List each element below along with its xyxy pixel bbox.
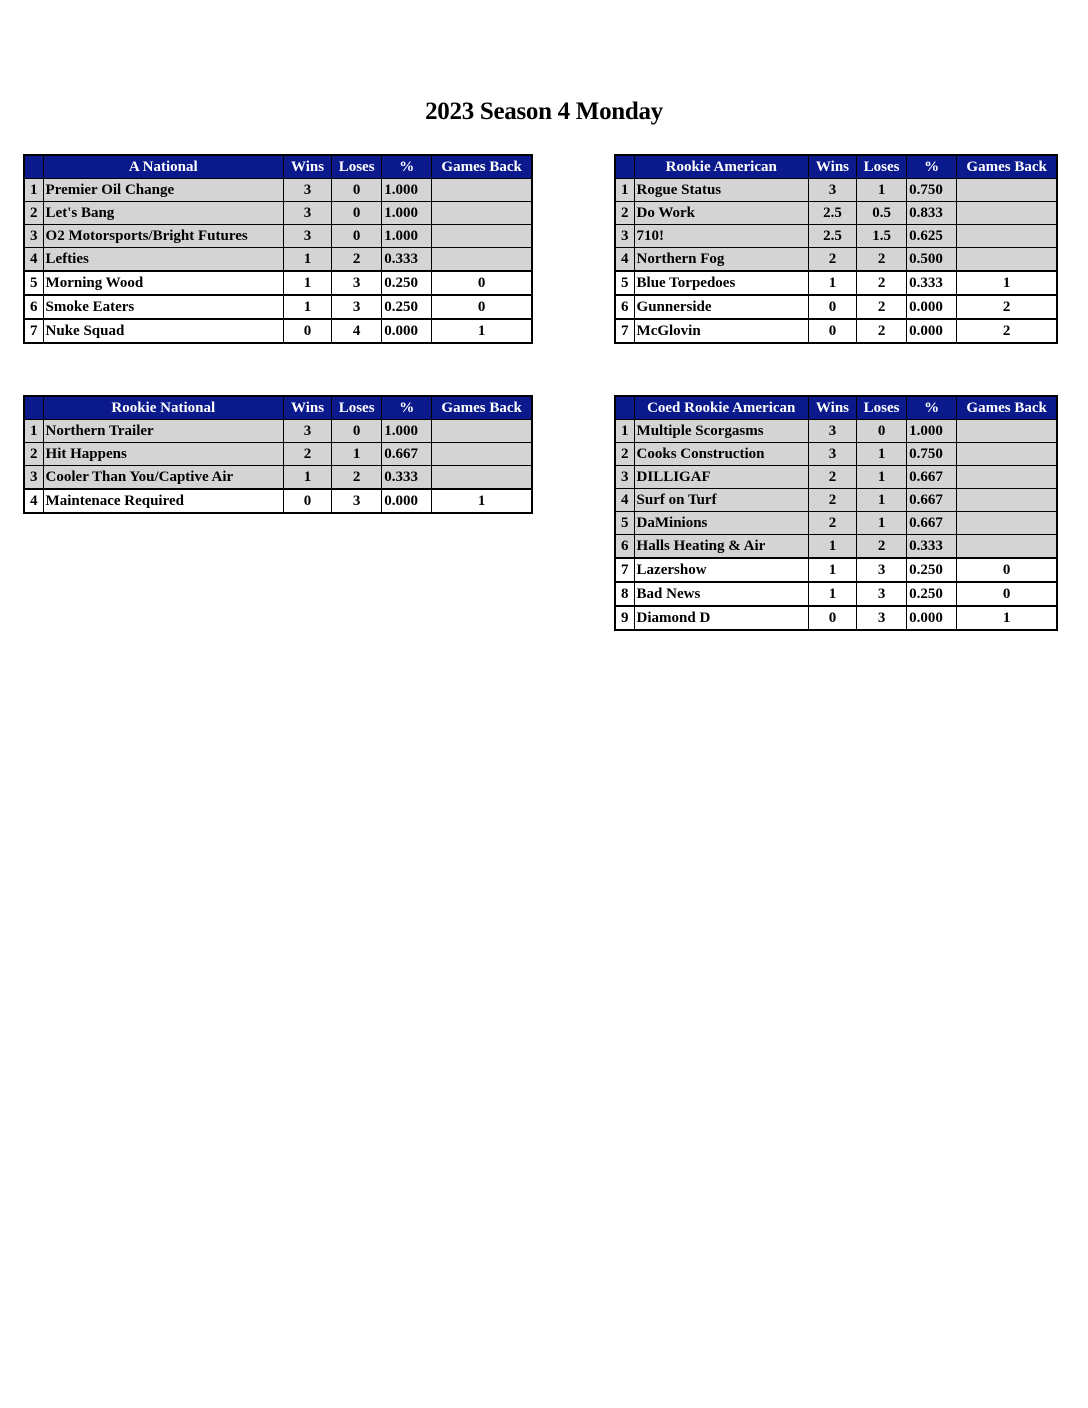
loses-cell: 0.5 bbox=[857, 202, 907, 225]
rank-cell: 1 bbox=[615, 179, 634, 202]
division-name: Rookie American bbox=[634, 155, 808, 179]
rank-cell: 1 bbox=[615, 420, 634, 443]
wins-header: Wins bbox=[284, 155, 332, 179]
table-row bbox=[615, 295, 1057, 319]
table-row bbox=[615, 443, 1057, 466]
rank-cell: 6 bbox=[615, 535, 634, 559]
rank-cell: 2 bbox=[24, 202, 43, 225]
loses-header: Loses bbox=[332, 396, 382, 420]
wins-cell: 0 bbox=[808, 295, 856, 319]
loses-cell: 0 bbox=[332, 202, 382, 225]
wins-cell: 2 bbox=[808, 512, 856, 535]
loses-cell: 2 bbox=[857, 535, 907, 559]
table-header-row bbox=[615, 155, 1057, 179]
pct-cell: 0.000 bbox=[907, 295, 957, 319]
pct-cell: 0.333 bbox=[382, 248, 432, 272]
wins-header: Wins bbox=[808, 155, 856, 179]
wins-cell: 1 bbox=[808, 271, 856, 295]
team-name-cell: Rogue Status bbox=[634, 179, 808, 202]
team-name-cell: 710! bbox=[634, 225, 808, 248]
table-row bbox=[615, 606, 1057, 630]
pct-cell: 0.250 bbox=[382, 295, 432, 319]
team-name-cell: Multiple Scorgasms bbox=[634, 420, 808, 443]
pct-cell: 0.833 bbox=[907, 202, 957, 225]
team-name-cell: DaMinions bbox=[634, 512, 808, 535]
rank-cell: 5 bbox=[615, 271, 634, 295]
pct-header: % bbox=[382, 396, 432, 420]
division-name: Coed Rookie American bbox=[634, 396, 808, 420]
pct-cell: 0.333 bbox=[382, 466, 432, 490]
pct-cell: 0.250 bbox=[907, 582, 957, 606]
table-row bbox=[24, 225, 532, 248]
standings-table-rookie-american bbox=[614, 154, 1058, 344]
team-name-cell: Hit Happens bbox=[43, 443, 283, 466]
team-name-cell: Do Work bbox=[634, 202, 808, 225]
rank-cell: 2 bbox=[615, 202, 634, 225]
team-name-cell: Smoke Eaters bbox=[43, 295, 283, 319]
games-back-cell bbox=[957, 248, 1057, 272]
wins-cell: 2 bbox=[284, 443, 332, 466]
loses-cell: 1 bbox=[857, 179, 907, 202]
wins-cell: 0 bbox=[808, 606, 856, 630]
games-back-cell: 2 bbox=[957, 295, 1057, 319]
table-row bbox=[24, 443, 532, 466]
wins-cell: 0 bbox=[284, 319, 332, 343]
loses-cell: 0 bbox=[332, 225, 382, 248]
pct-cell: 1.000 bbox=[382, 225, 432, 248]
team-name-cell: Bad News bbox=[634, 582, 808, 606]
table-header-row bbox=[24, 396, 532, 420]
rank-cell: 3 bbox=[615, 225, 634, 248]
rank-header bbox=[24, 396, 43, 420]
wins-cell: 3 bbox=[808, 443, 856, 466]
loses-cell: 0 bbox=[857, 420, 907, 443]
games-back-cell bbox=[432, 225, 532, 248]
wins-cell: 2.5 bbox=[808, 225, 856, 248]
games-back-cell: 0 bbox=[432, 295, 532, 319]
rank-cell: 7 bbox=[615, 558, 634, 582]
pct-header: % bbox=[907, 396, 957, 420]
table-row bbox=[615, 582, 1057, 606]
team-name-cell: Gunnerside bbox=[634, 295, 808, 319]
games-back-cell: 0 bbox=[957, 558, 1057, 582]
team-name-cell: Lazershow bbox=[634, 558, 808, 582]
rank-cell: 5 bbox=[24, 271, 43, 295]
games-back-cell: 1 bbox=[957, 606, 1057, 630]
rank-cell: 3 bbox=[24, 225, 43, 248]
loses-cell: 2 bbox=[332, 248, 382, 272]
pct-cell: 0.667 bbox=[382, 443, 432, 466]
wins-cell: 1 bbox=[808, 582, 856, 606]
loses-cell: 3 bbox=[857, 606, 907, 630]
rank-cell: 2 bbox=[615, 443, 634, 466]
team-name-cell: DILLIGAF bbox=[634, 466, 808, 489]
loses-cell: 3 bbox=[857, 558, 907, 582]
table-row bbox=[24, 420, 532, 443]
table-row bbox=[24, 248, 532, 272]
games-back-cell bbox=[957, 420, 1057, 443]
standings-table-rookie-national bbox=[23, 395, 533, 514]
loses-cell: 1 bbox=[857, 443, 907, 466]
wins-cell: 1 bbox=[808, 535, 856, 559]
loses-cell: 1 bbox=[857, 489, 907, 512]
wins-cell: 2.5 bbox=[808, 202, 856, 225]
wins-cell: 2 bbox=[808, 466, 856, 489]
rank-cell: 4 bbox=[24, 489, 43, 513]
pct-cell: 0.333 bbox=[907, 271, 957, 295]
rank-cell: 4 bbox=[24, 248, 43, 272]
team-name-cell: McGlovin bbox=[634, 319, 808, 343]
games-back-cell bbox=[432, 179, 532, 202]
wins-cell: 3 bbox=[284, 179, 332, 202]
rank-cell: 4 bbox=[615, 248, 634, 272]
wins-cell: 3 bbox=[808, 179, 856, 202]
table-row bbox=[24, 179, 532, 202]
table-row bbox=[615, 489, 1057, 512]
loses-header: Loses bbox=[332, 155, 382, 179]
table-row bbox=[24, 489, 532, 513]
games-back-cell bbox=[957, 535, 1057, 559]
wins-cell: 2 bbox=[808, 489, 856, 512]
games-back-cell bbox=[957, 443, 1057, 466]
pct-cell: 0.667 bbox=[907, 512, 957, 535]
loses-cell: 1 bbox=[857, 466, 907, 489]
rank-cell: 7 bbox=[615, 319, 634, 343]
standings-table-coed-rookie-american bbox=[614, 395, 1058, 631]
pct-cell: 1.000 bbox=[382, 202, 432, 225]
team-name-cell: Blue Torpedoes bbox=[634, 271, 808, 295]
pct-cell: 0.667 bbox=[907, 466, 957, 489]
pct-cell: 0.625 bbox=[907, 225, 957, 248]
pct-cell: 0.000 bbox=[382, 489, 432, 513]
table-row bbox=[615, 558, 1057, 582]
wins-header: Wins bbox=[284, 396, 332, 420]
games-back-cell bbox=[957, 466, 1057, 489]
rank-cell: 9 bbox=[615, 606, 634, 630]
loses-cell: 3 bbox=[332, 295, 382, 319]
table-row bbox=[615, 512, 1057, 535]
rank-cell: 6 bbox=[615, 295, 634, 319]
team-name-cell: Northern Trailer bbox=[43, 420, 283, 443]
games-back-cell bbox=[957, 225, 1057, 248]
page-title: 2023 Season 4 Monday bbox=[425, 98, 663, 125]
team-name-cell: Cooler Than You/Captive Air bbox=[43, 466, 283, 490]
pct-cell: 0.250 bbox=[907, 558, 957, 582]
team-name-cell: Morning Wood bbox=[43, 271, 283, 295]
loses-cell: 3 bbox=[332, 271, 382, 295]
pct-cell: 0.750 bbox=[907, 443, 957, 466]
rank-header bbox=[615, 155, 634, 179]
loses-header: Loses bbox=[857, 155, 907, 179]
table-row bbox=[615, 225, 1057, 248]
rank-cell: 2 bbox=[24, 443, 43, 466]
table-row bbox=[24, 271, 532, 295]
rank-cell: 8 bbox=[615, 582, 634, 606]
pct-cell: 0.000 bbox=[382, 319, 432, 343]
loses-cell: 2 bbox=[332, 466, 382, 490]
games-back-cell: 1 bbox=[432, 489, 532, 513]
rank-header bbox=[615, 396, 634, 420]
games-back-header: Games Back bbox=[957, 396, 1057, 420]
wins-cell: 1 bbox=[808, 558, 856, 582]
table-row bbox=[615, 466, 1057, 489]
team-name-cell: Maintenace Required bbox=[43, 489, 283, 513]
table-row bbox=[615, 535, 1057, 559]
games-back-cell bbox=[957, 202, 1057, 225]
team-name-cell: Cooks Construction bbox=[634, 443, 808, 466]
team-name-cell: Diamond D bbox=[634, 606, 808, 630]
rank-cell: 6 bbox=[24, 295, 43, 319]
team-name-cell: Let's Bang bbox=[43, 202, 283, 225]
loses-cell: 2 bbox=[857, 248, 907, 272]
table-row bbox=[615, 271, 1057, 295]
wins-cell: 1 bbox=[284, 271, 332, 295]
table-row bbox=[615, 248, 1057, 272]
table-header-row bbox=[615, 396, 1057, 420]
rank-cell: 3 bbox=[24, 466, 43, 490]
games-back-header: Games Back bbox=[432, 155, 532, 179]
pct-cell: 0.750 bbox=[907, 179, 957, 202]
games-back-cell bbox=[432, 443, 532, 466]
rank-cell: 1 bbox=[24, 179, 43, 202]
pct-cell: 0.000 bbox=[907, 319, 957, 343]
pct-cell: 1.000 bbox=[382, 179, 432, 202]
division-name: Rookie National bbox=[43, 396, 283, 420]
wins-cell: 3 bbox=[284, 202, 332, 225]
wins-cell: 1 bbox=[284, 295, 332, 319]
table-row bbox=[24, 319, 532, 343]
pct-cell: 0.000 bbox=[907, 606, 957, 630]
team-name-cell: Nuke Squad bbox=[43, 319, 283, 343]
pct-cell: 1.000 bbox=[382, 420, 432, 443]
games-back-cell: 0 bbox=[432, 271, 532, 295]
loses-cell: 1.5 bbox=[857, 225, 907, 248]
pct-cell: 0.333 bbox=[907, 535, 957, 559]
team-name-cell: Surf on Turf bbox=[634, 489, 808, 512]
wins-cell: 1 bbox=[284, 248, 332, 272]
games-back-cell: 2 bbox=[957, 319, 1057, 343]
games-back-cell bbox=[957, 512, 1057, 535]
games-back-cell bbox=[432, 420, 532, 443]
pct-header: % bbox=[382, 155, 432, 179]
team-name-cell: Premier Oil Change bbox=[43, 179, 283, 202]
wins-cell: 3 bbox=[808, 420, 856, 443]
rank-header bbox=[24, 155, 43, 179]
rank-cell: 3 bbox=[615, 466, 634, 489]
games-back-header: Games Back bbox=[957, 155, 1057, 179]
games-back-cell bbox=[957, 179, 1057, 202]
team-name-cell: Lefties bbox=[43, 248, 283, 272]
table-row bbox=[615, 202, 1057, 225]
table-header-row bbox=[24, 155, 532, 179]
pct-cell: 0.250 bbox=[382, 271, 432, 295]
loses-cell: 1 bbox=[332, 443, 382, 466]
loses-cell: 0 bbox=[332, 420, 382, 443]
rank-cell: 1 bbox=[24, 420, 43, 443]
table-row bbox=[615, 179, 1057, 202]
loses-cell: 2 bbox=[857, 319, 907, 343]
wins-cell: 3 bbox=[284, 420, 332, 443]
games-back-cell: 1 bbox=[957, 271, 1057, 295]
games-back-cell bbox=[432, 466, 532, 490]
team-name-cell: O2 Motorsports/Bright Futures bbox=[43, 225, 283, 248]
table-row bbox=[615, 420, 1057, 443]
rank-cell: 4 bbox=[615, 489, 634, 512]
loses-cell: 3 bbox=[332, 489, 382, 513]
loses-header: Loses bbox=[857, 396, 907, 420]
games-back-cell bbox=[957, 489, 1057, 512]
loses-cell: 2 bbox=[857, 295, 907, 319]
pct-header: % bbox=[907, 155, 957, 179]
wins-cell: 3 bbox=[284, 225, 332, 248]
games-back-cell: 1 bbox=[432, 319, 532, 343]
wins-cell: 2 bbox=[808, 248, 856, 272]
games-back-cell: 0 bbox=[957, 582, 1057, 606]
standings-table-a-national bbox=[23, 154, 533, 344]
games-back-cell bbox=[432, 248, 532, 272]
pct-cell: 0.667 bbox=[907, 489, 957, 512]
team-name-cell: Northern Fog bbox=[634, 248, 808, 272]
loses-cell: 0 bbox=[332, 179, 382, 202]
wins-cell: 1 bbox=[284, 466, 332, 490]
division-name: A National bbox=[43, 155, 283, 179]
games-back-header: Games Back bbox=[432, 396, 532, 420]
wins-cell: 0 bbox=[284, 489, 332, 513]
rank-cell: 7 bbox=[24, 319, 43, 343]
table-row bbox=[24, 466, 532, 490]
rank-cell: 5 bbox=[615, 512, 634, 535]
table-row bbox=[24, 295, 532, 319]
loses-cell: 1 bbox=[857, 512, 907, 535]
team-name-cell: Halls Heating & Air bbox=[634, 535, 808, 559]
loses-cell: 3 bbox=[857, 582, 907, 606]
wins-cell: 0 bbox=[808, 319, 856, 343]
table-row bbox=[24, 202, 532, 225]
pct-cell: 0.500 bbox=[907, 248, 957, 272]
games-back-cell bbox=[432, 202, 532, 225]
loses-cell: 2 bbox=[857, 271, 907, 295]
table-row bbox=[615, 319, 1057, 343]
loses-cell: 4 bbox=[332, 319, 382, 343]
wins-header: Wins bbox=[808, 396, 856, 420]
pct-cell: 1.000 bbox=[907, 420, 957, 443]
